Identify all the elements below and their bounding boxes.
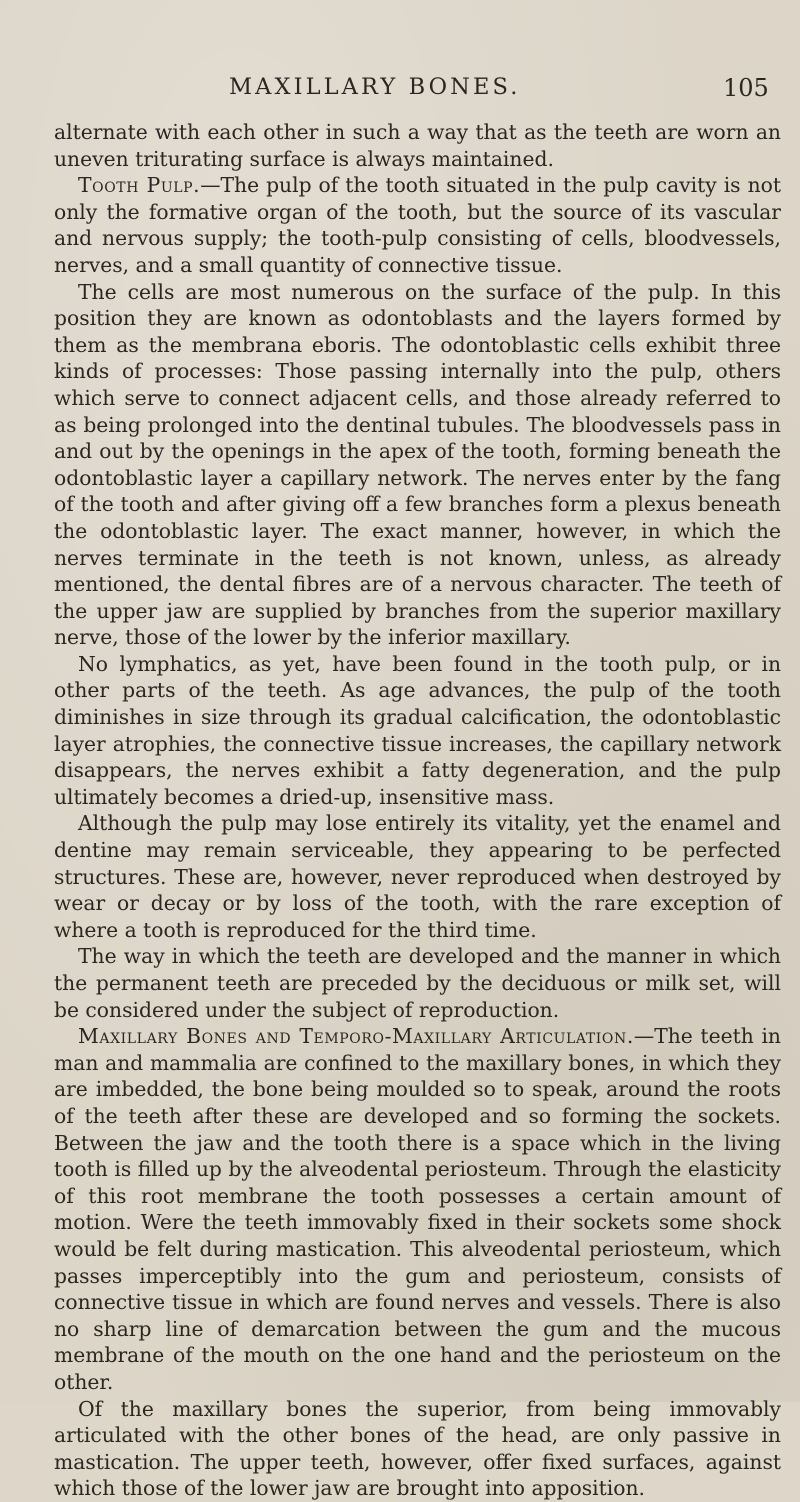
paragraph-development: The way in which the teeth are developed and the manner in which the permanent teeth are preceded by the deciduous or milk set, will be considered under the subject of reproduction. [54, 944, 781, 1022]
paragraph-odontoblasts: The cells are most numerous on the surface of the pulp. In this position they are known as odontoblasts and the layers formed by them as the membrana eboris. The odontoblastic cells exhibit three kinds of processes: Those passing internally into the pulp, others which serve to connect adjacent cells, and those already referred to as being prolonged into the dentinal tubules. The bloodvessels pass in and out by the openings in the apex of the tooth, forming beneath the odontoblastic layer a capillary network. The nerves enter by the fang of the tooth and after giving off a few branches form a plexus beneath the odontoblastic layer. The exact manner, however, in which the nerves terminate in the teeth is not known, unless, as already mentioned, the dental fibres are of a nervous character. The teeth of the upper jaw are supplied by branches from the superior maxillary nerve, those of the lower by the inferior maxillary. [54, 279, 781, 650]
section-heading-maxillary-bones: Maxillary Bones and Temporo-Maxillary Articulation. [78, 1024, 634, 1049]
page-number: 105 [723, 74, 769, 102]
paragraph-lymphatics: No lymphatics, as yet, have been found in the tooth pulp, or in other parts of the teeth. As age advances, the pulp of the tooth diminishes in size through its gradual calcification, the odontoblastic layer atrophies, the connective tissue increases, the capillary network disappears, the nerves exhibit a fatty degeneration, and the pulp ultimately becomes a dried-up, insensitive mass. [54, 651, 781, 809]
paragraph-maxillary-bones [54, 1023, 781, 1395]
paragraph-continuation: alternate with each other in such a way that as the teeth are worn an uneven triturating surface is always maintained. [54, 120, 781, 171]
paragraph-tooth-pulp [54, 172, 781, 278]
paragraph-maxillary-bones-text: —The teeth in man and mammalia are confined to the maxillary bones, in which they are imbedded, the bone being moulded so to speak, around the roots of the teeth after these are developed and so forming the sockets. Between the jaw and the tooth there is a space which in the living tooth is filled up by the alveodental periosteum. Through the elasticity of this root membrane the tooth possesses a certain amount of motion. Were the teeth immovably fixed in their sockets some shock would be felt during mastication. This alveodental periosteum, which passes imperceptibly into the gum and periosteum, consists of connective tissue in which are found nerves and vessels. There is also no sharp line of demarcation between the gum and the mucous membrane of the mouth on the one hand and the periosteum on the other. [54, 1024, 781, 1394]
section-heading-tooth-pulp: Tooth Pulp. [78, 173, 201, 198]
running-head [0, 74, 800, 108]
text-body [54, 119, 781, 1502]
paragraph-vitality: Although the pulp may lose entirely its vitality, yet the enamel and dentine may remain serviceable, they appearing to be perfected structures. These are, however, never reproduced when destroyed by wear or decay or by loss of the tooth, with the rare exception of where a tooth is reproduced for the third time. [54, 811, 781, 942]
paragraph-superior-maxillary: Of the maxillary bones the superior, from being immovably articulated with the other bones of the head, are only passive in mastication. The upper teeth, however, offer fixed surfaces, against which those of the lower jaw are brought into apposition. [54, 1396, 781, 1501]
paragraph-tooth-pulp-text: —The pulp of the tooth situated in the pulp cavity is not only the formative organ of the tooth, but the source of its vascular and nervous supply; the tooth-pulp consisting of cells, bloodvessels, nerves, and a small quantity of connective tissue. [54, 173, 781, 277]
running-title: MAXILLARY BONES. [229, 74, 521, 100]
